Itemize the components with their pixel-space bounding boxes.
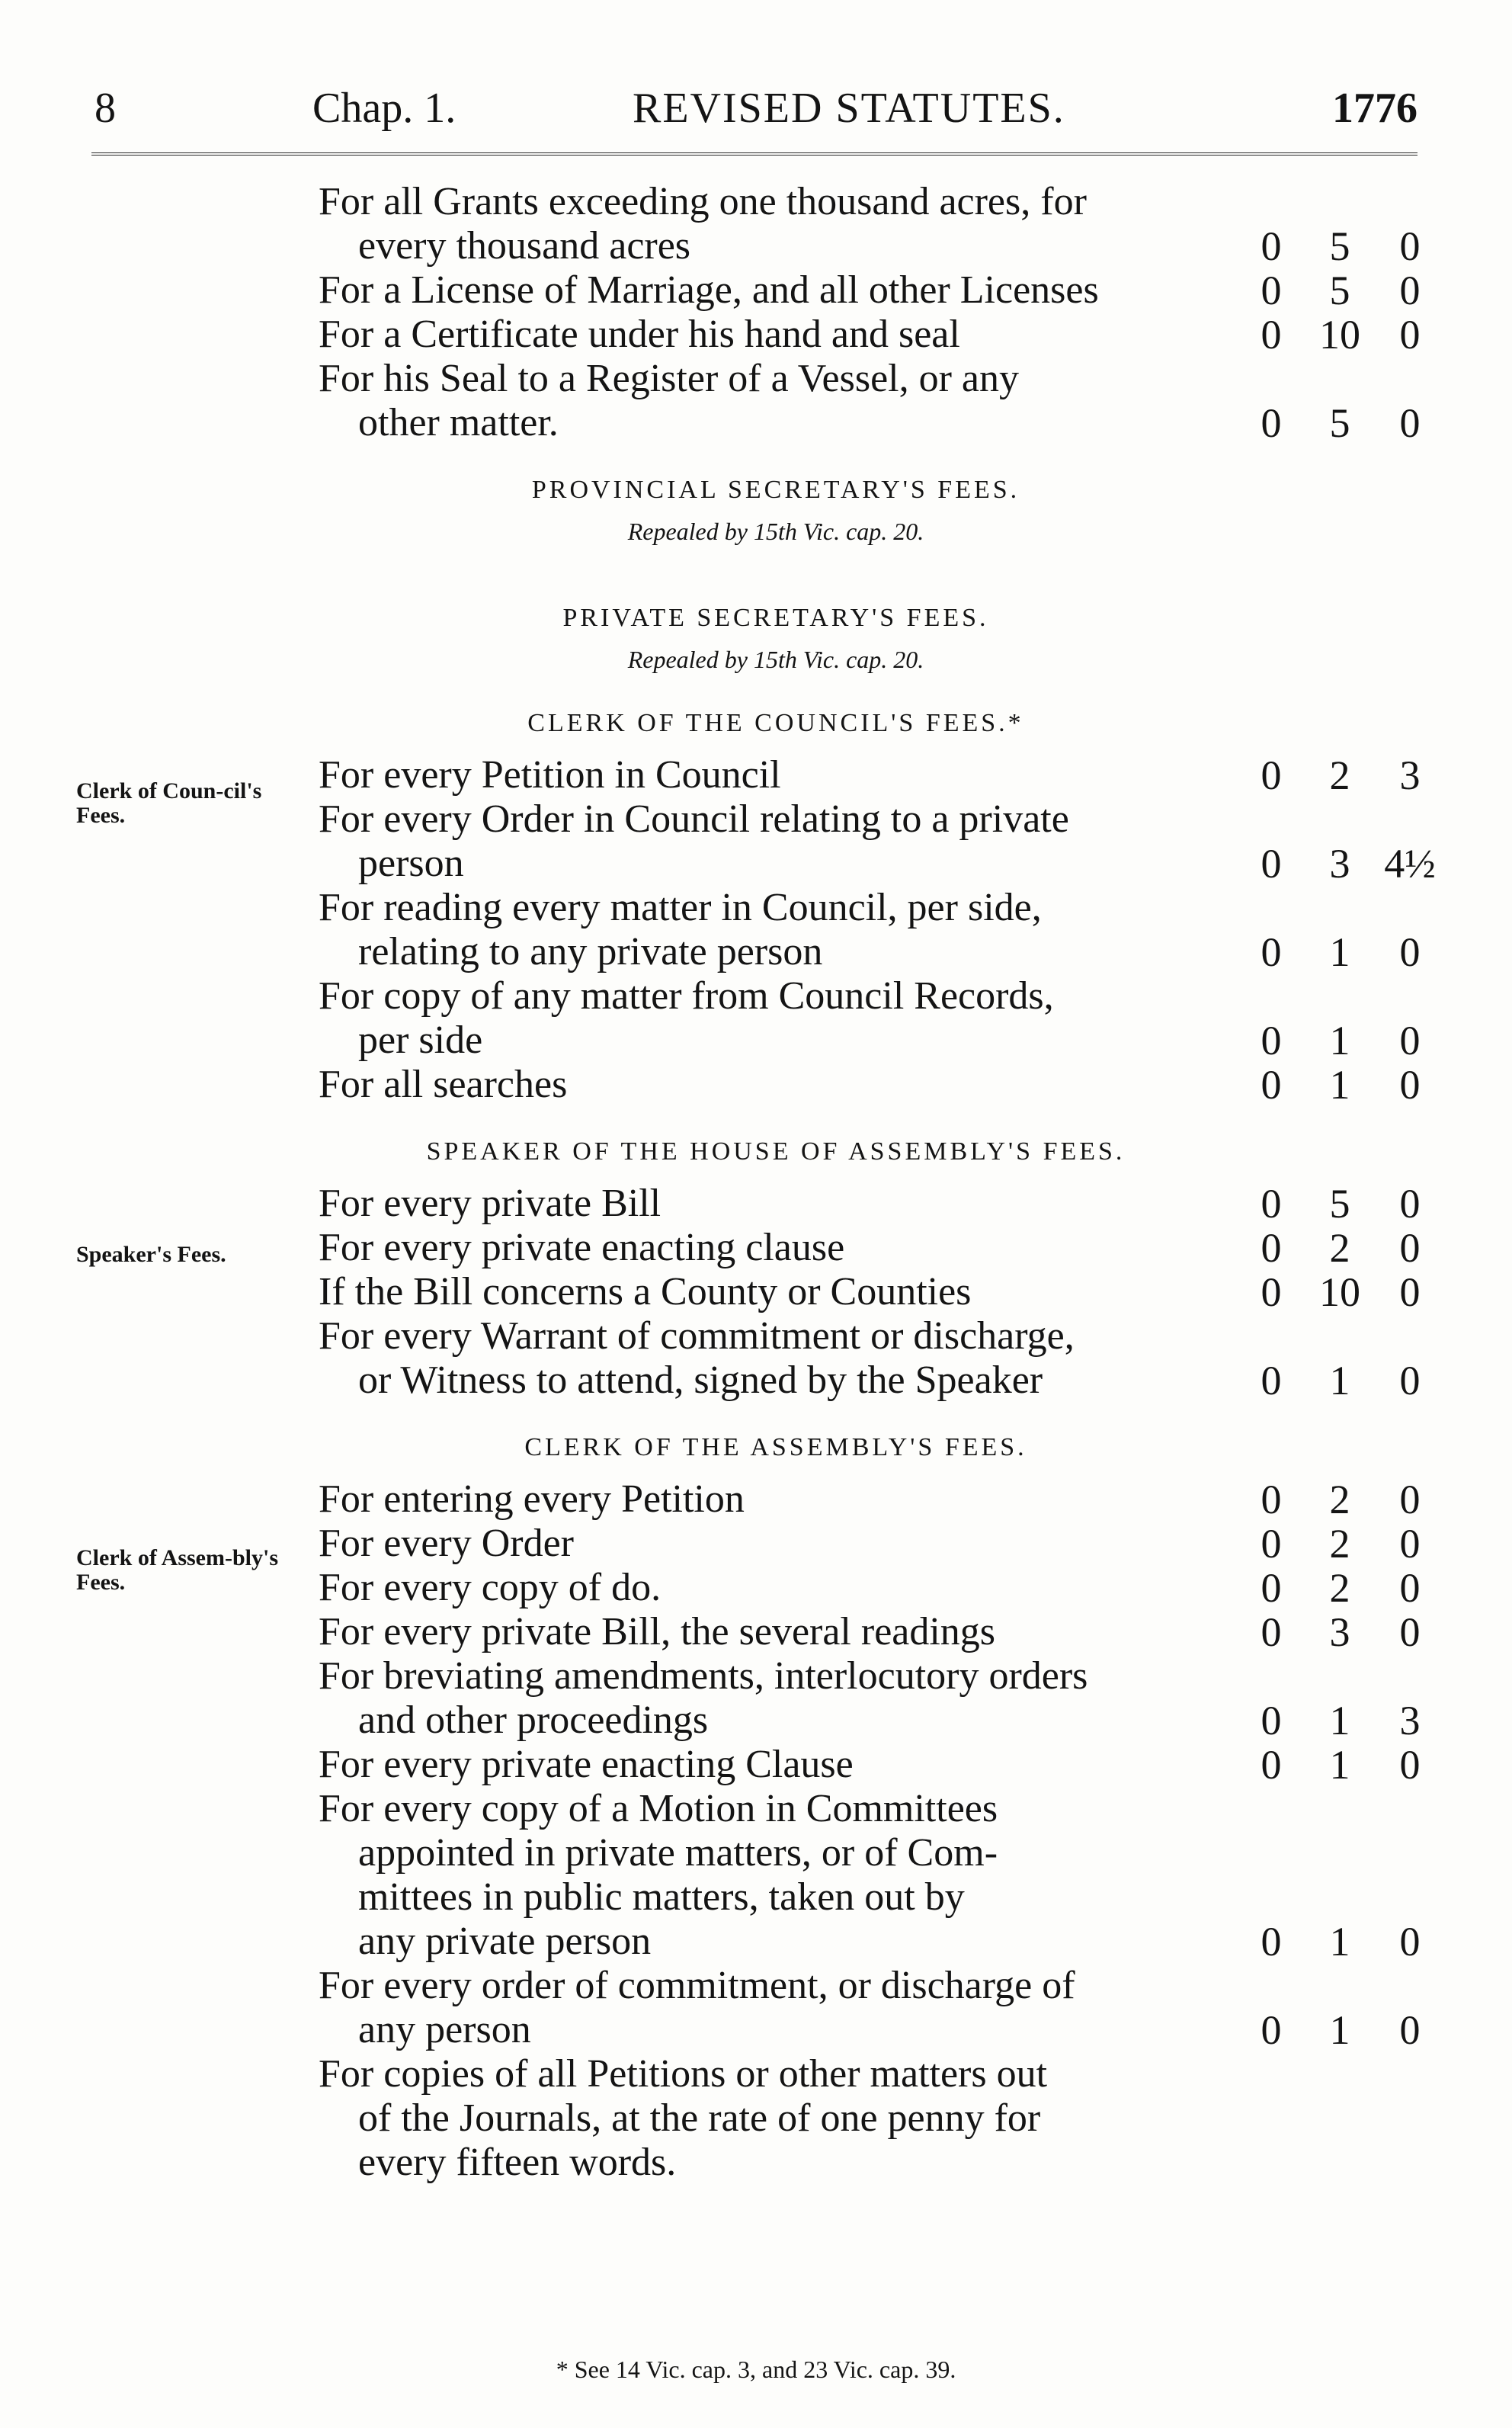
speaker-margin-note: Speaker's Fees. — [76, 1242, 226, 1267]
pence-value: 0 — [1399, 1609, 1421, 1655]
fee-entry-text: appointed in private matters, or of Com- — [358, 1831, 998, 1875]
fee-entry-text: relating to any private person — [358, 930, 823, 973]
header-rule — [91, 152, 1418, 156]
fee-entry — [319, 1654, 1442, 1743]
top-entries-list — [0, 180, 1512, 445]
pence-value: 0 — [1399, 1269, 1421, 1315]
fee-entry — [319, 1566, 1442, 1610]
fee-entry-text: For every Order — [319, 1522, 574, 1565]
fee-entry-line — [319, 1654, 1442, 1698]
provincial-repeal-note: Repealed by 15th Vic. cap. 20. — [627, 518, 924, 545]
fee-entry-line — [319, 357, 1442, 401]
fee-entry-text: For all Grants exceeding one thousand acres, for — [319, 180, 1087, 223]
fee-entry — [319, 886, 1442, 974]
pounds-value: 0 — [1261, 2007, 1282, 2053]
fee-entry-line — [319, 224, 1442, 268]
fee-entry-line — [319, 886, 1442, 930]
fee-entry-text: For every Order in Council relating to a private — [319, 797, 1069, 841]
fee-entry-line — [319, 1566, 1442, 1610]
fee-entry-line — [319, 180, 1442, 224]
shillings-value: 10 — [1319, 312, 1360, 358]
shillings-value: 1 — [1329, 1742, 1350, 1788]
shillings-value: 5 — [1329, 400, 1350, 446]
pounds-value: 0 — [1261, 1609, 1282, 1655]
assembly-section-title: CLERK OF THE ASSEMBLY'S FEES. — [524, 1433, 1027, 1461]
fee-entry — [319, 268, 1442, 313]
fee-entry-line — [319, 842, 1442, 886]
fee-entry-line — [319, 1964, 1442, 2008]
pounds-value: 0 — [1261, 268, 1282, 313]
shillings-value: 3 — [1329, 1609, 1350, 1655]
speaker-entries-list — [0, 1182, 1512, 1403]
top-fees-section — [0, 180, 1512, 445]
pence-value: 0 — [1399, 1742, 1421, 1788]
fee-entry-text: For a License of Marriage, and all other Licenses — [319, 268, 1099, 312]
fee-entry-line — [319, 1698, 1442, 1743]
speaker-section — [0, 1182, 1512, 1403]
shillings-value: 2 — [1329, 1477, 1350, 1522]
fee-entry-text: For reading every matter in Council, per side, — [319, 886, 1042, 929]
pence-value: 3 — [1399, 752, 1421, 798]
fee-entry-line — [319, 1182, 1442, 1226]
fee-entry — [319, 1270, 1442, 1314]
pence-value: 0 — [1399, 1018, 1421, 1063]
fee-entry-line — [319, 1477, 1442, 1522]
assembly-margin-note: Clerk of Assem-bly's Fees. — [76, 1545, 278, 1595]
fee-entry-text: of the Journals, at the rate of one penny for — [358, 2096, 1041, 2140]
shillings-value: 5 — [1329, 268, 1350, 313]
fee-entry-line — [319, 1018, 1442, 1063]
shillings-value: 1 — [1329, 2007, 1350, 2053]
pence-value: 0 — [1399, 223, 1421, 269]
fee-entry-text: other matter. — [358, 401, 559, 444]
fee-entry-line — [319, 1743, 1442, 1787]
pence-value: 0 — [1399, 400, 1421, 446]
fee-entry-text: For breviating amendments, interlocutory orders — [319, 1654, 1088, 1698]
fee-entry-text: any private person — [358, 1920, 652, 1963]
pence-value: 0 — [1399, 268, 1421, 313]
fee-entry-text: per side — [358, 1018, 483, 1062]
council-section-title: CLERK OF THE COUNCIL'S FEES.* — [527, 709, 1024, 737]
fee-entry-line — [319, 1063, 1442, 1107]
pounds-value: 0 — [1261, 1919, 1282, 1965]
fee-entry — [319, 2052, 1442, 2185]
assembly-section — [0, 1477, 1512, 2185]
pounds-value: 0 — [1261, 1742, 1282, 1788]
fee-entry-text: For every private enacting Clause — [319, 1743, 854, 1786]
pence-value: 0 — [1399, 1181, 1421, 1227]
fee-entry — [319, 1063, 1442, 1107]
pounds-value: 0 — [1261, 1181, 1282, 1227]
fee-entry-text: For his Seal to a Register of a Vessel, or any — [319, 357, 1019, 400]
pounds-value: 0 — [1261, 1521, 1282, 1567]
pounds-value: 0 — [1261, 223, 1282, 269]
fee-entry-line — [319, 1270, 1442, 1314]
pence-value: 0 — [1399, 1521, 1421, 1567]
fee-entry — [319, 1743, 1442, 1787]
fee-entry — [319, 180, 1442, 268]
fee-entry-text: For every copy of do. — [319, 1566, 662, 1609]
shillings-value: 2 — [1329, 1565, 1350, 1611]
shillings-value: 5 — [1329, 223, 1350, 269]
pounds-value: 0 — [1261, 400, 1282, 446]
pounds-value: 0 — [1261, 929, 1282, 975]
pence-value: 0 — [1399, 1358, 1421, 1403]
fee-entry-text: For every order of commitment, or discharge of — [319, 1964, 1075, 2007]
pounds-value: 0 — [1261, 1698, 1282, 1743]
fee-entry-line — [319, 1831, 1442, 1875]
fee-entry-text: and other proceedings — [358, 1698, 709, 1742]
shillings-value: 5 — [1329, 1181, 1350, 1227]
shillings-value: 1 — [1329, 1919, 1350, 1965]
fee-entry-text: For every private Bill, the several readings — [319, 1610, 996, 1653]
fee-entry — [319, 797, 1442, 886]
shillings-value: 10 — [1319, 1269, 1360, 1315]
year-label: 1776 — [1332, 85, 1418, 132]
page-body — [0, 180, 1512, 2185]
pounds-value: 0 — [1261, 1225, 1282, 1271]
fee-entry-line — [319, 2052, 1442, 2096]
fee-entry — [319, 1964, 1442, 2052]
fee-entry-text: For every private Bill — [319, 1182, 662, 1225]
fee-entry-text: every thousand acres — [358, 224, 691, 268]
pence-value: 0 — [1399, 312, 1421, 358]
shillings-value: 2 — [1329, 1225, 1350, 1271]
fee-entry-text: For entering every Petition — [319, 1477, 745, 1521]
fee-entry — [319, 1477, 1442, 1522]
pounds-value: 0 — [1261, 1477, 1282, 1522]
fee-entry-text: For copies of all Petitions or other matters out — [319, 2052, 1048, 2096]
shillings-value: 1 — [1329, 1698, 1350, 1743]
private-section-title: PRIVATE SECRETARY'S FEES. — [562, 604, 989, 632]
fee-entry-text: mittees in public matters, taken out by — [358, 1875, 965, 1919]
private-repeal-note: Repealed by 15th Vic. cap. 20. — [627, 646, 924, 673]
fee-entry-text: For every Warrant of commitment or discharge, — [319, 1314, 1075, 1358]
fee-entry-line — [319, 1920, 1442, 1964]
pence-value: 4½ — [1384, 841, 1436, 887]
speaker-section-title: SPEAKER OF THE HOUSE OF ASSEMBLY'S FEES. — [426, 1137, 1126, 1166]
pounds-value: 0 — [1261, 1018, 1282, 1063]
page-number: 8 — [94, 85, 116, 132]
pence-value: 0 — [1399, 1477, 1421, 1522]
fee-entry-text: For every copy of a Motion in Committees — [319, 1787, 998, 1830]
fee-entry-line — [319, 1610, 1442, 1654]
fee-entry — [319, 753, 1442, 797]
fee-entry — [319, 1182, 1442, 1226]
fee-entry — [319, 1522, 1442, 1566]
chapter-label: Chap. 1. — [312, 85, 456, 132]
fee-entry-line — [319, 1875, 1442, 1920]
shillings-value: 1 — [1329, 1358, 1350, 1403]
pence-value: 0 — [1399, 1919, 1421, 1965]
pounds-value: 0 — [1261, 1358, 1282, 1403]
fee-entry-text: any person — [358, 2008, 531, 2051]
fee-entry-line — [319, 401, 1442, 445]
council-margin-note: Clerk of Coun-cil's Fees. — [76, 778, 262, 828]
pounds-value: 0 — [1261, 312, 1282, 358]
fee-entry — [319, 1314, 1442, 1403]
fee-entry-text: every fifteen words. — [358, 2141, 677, 2184]
fee-entry-text: or Witness to attend, signed by the Speaker — [358, 1358, 1043, 1402]
fee-entry-text: For a Certificate under his hand and seal — [319, 313, 960, 356]
council-section — [0, 753, 1512, 1107]
pence-value: 0 — [1399, 929, 1421, 975]
provincial-section-title: PROVINCIAL SECRETARY'S FEES. — [531, 476, 1020, 504]
fee-entry — [319, 974, 1442, 1063]
fee-entry — [319, 1610, 1442, 1654]
fee-entry-line — [319, 313, 1442, 357]
page-header — [84, 84, 1425, 137]
shillings-value: 1 — [1329, 929, 1350, 975]
fee-entry-line — [319, 2008, 1442, 2052]
pounds-value: 0 — [1261, 1565, 1282, 1611]
fee-entry-line — [319, 797, 1442, 842]
fee-entry-line — [319, 1522, 1442, 1566]
fee-entry-line — [319, 974, 1442, 1018]
pence-value: 3 — [1399, 1698, 1421, 1743]
pounds-value: 0 — [1261, 1062, 1282, 1108]
pounds-value: 0 — [1261, 752, 1282, 798]
pence-value: 0 — [1399, 2007, 1421, 2053]
fee-entry — [319, 1226, 1442, 1270]
fee-entry — [319, 1787, 1442, 1964]
fee-entry-line — [319, 2141, 1442, 2185]
fee-entry-text: For every Petition in Council — [319, 753, 781, 797]
shillings-value: 3 — [1329, 841, 1350, 887]
fee-entry-line — [319, 1787, 1442, 1831]
footnote: * See 14 Vic. cap. 3, and 23 Vic. cap. 39. — [556, 2356, 956, 2383]
fee-entry — [319, 357, 1442, 445]
fee-entry-text: For all searches — [319, 1063, 568, 1106]
fee-entry-line — [319, 2096, 1442, 2141]
fee-entry-text: For every private enacting clause — [319, 1226, 845, 1269]
fee-entry-line — [319, 1226, 1442, 1270]
fee-entry-text: For copy of any matter from Council Records, — [319, 974, 1054, 1018]
pence-value: 0 — [1399, 1565, 1421, 1611]
fee-entry-line — [319, 268, 1442, 313]
fee-entry-text: If the Bill concerns a County or Counties — [319, 1270, 972, 1313]
fee-entry-line — [319, 1314, 1442, 1358]
shillings-value: 1 — [1329, 1018, 1350, 1063]
fee-entry-line — [319, 753, 1442, 797]
fee-entry-text: person — [358, 842, 464, 885]
pounds-value: 0 — [1261, 841, 1282, 887]
fee-entry — [319, 313, 1442, 357]
shillings-value: 2 — [1329, 752, 1350, 798]
shillings-value: 1 — [1329, 1062, 1350, 1108]
fee-entry-line — [319, 1358, 1442, 1403]
pence-value: 0 — [1399, 1225, 1421, 1271]
fee-entry-line — [319, 930, 1442, 974]
shillings-value: 2 — [1329, 1521, 1350, 1567]
running-title: REVISED STATUTES. — [633, 85, 1065, 132]
pounds-value: 0 — [1261, 1269, 1282, 1315]
pence-value: 0 — [1399, 1062, 1421, 1108]
